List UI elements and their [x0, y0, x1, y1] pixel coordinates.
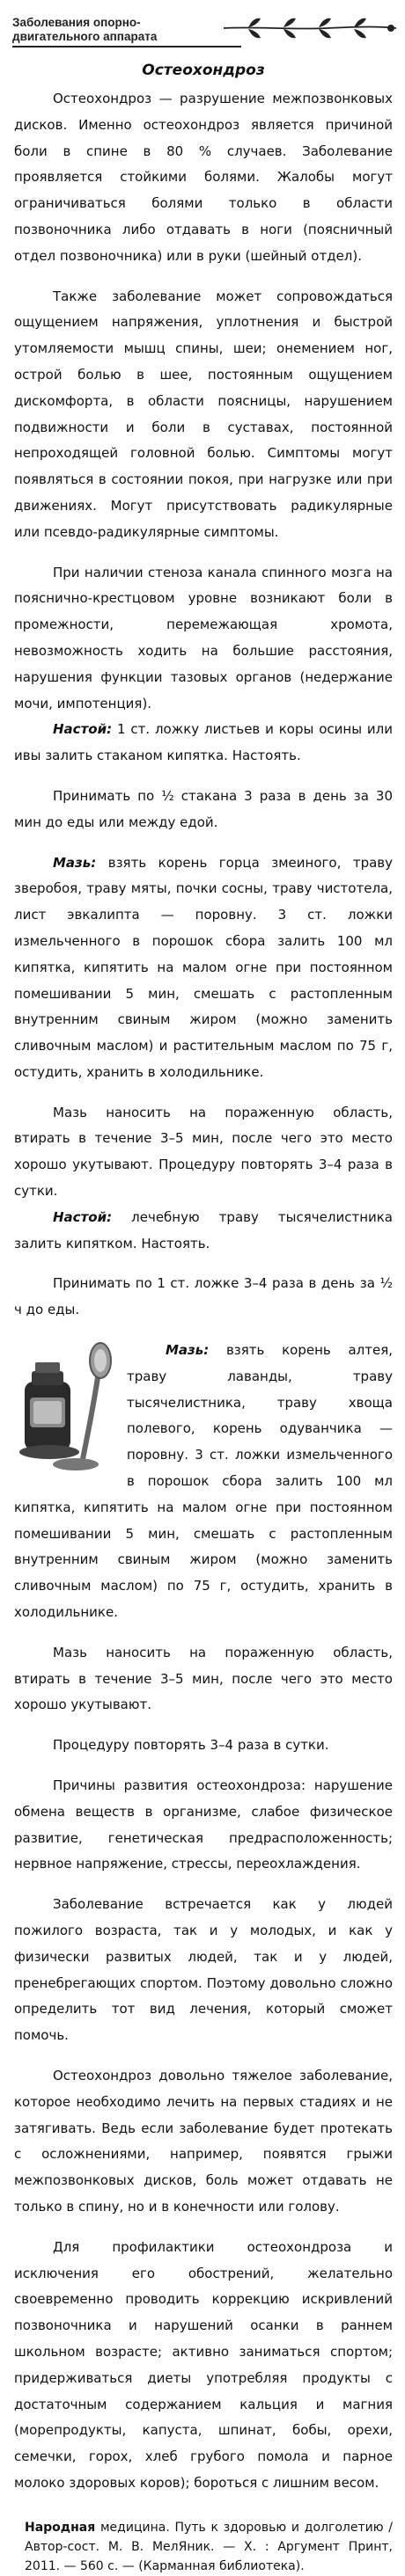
paragraph: [14, 1892, 393, 2049]
page-header: [12, 7, 398, 58]
paragraph: [14, 1205, 393, 1258]
paragraph-text: взять корень алтея, траву лаванды, траву тысячелистника, траву хвоща полевого, корень одуванчика — поровну. 3 ст. ложки измельченного в порошок сбора залить 100 мл кипятка, кипятить на малом огне при постоянном помешивании 5 мин, смешать с растопленным внутренним свиным жиром (можно заменить сливочным маслом) по 75 г, остудить, хранить в холодильнике.: [14, 1342, 393, 1621]
article-body: [14, 86, 393, 2497]
recipe-label: Мазь:: [53, 854, 97, 871]
paragraph: [14, 560, 393, 718]
paragraph: [14, 1773, 393, 1878]
recipe-label: Настой:: [53, 721, 113, 738]
paragraph: [14, 784, 393, 836]
source-citation: [25, 2518, 393, 2576]
recipe-label: Мазь:: [166, 1342, 210, 1359]
paragraph-text: Для профилактики остеохондроза и исключения его обострений, желательно своевременно проводить коррекцию искривлений позвоночника и нарушений осанки в раннем школьном возрасте; активно заниматься спортом; придерживаться диеты употребляя продукты с достаточным содержанием кальция и магния (морепродукты, капуста, шпинат, бобы, орехи, семечки, горох, хлеб грубого помола и парное молоко здоровых коров); бороться с лишним весом.: [14, 2238, 393, 2491]
paragraph-text: Остеохондроз — разрушение межпозвонковых дисков. Именно остеохондроз является причиной боли в спине в 80 % случаев. Заболевание проявляется стойкими болями. Жалобы могут ограничиваться болями только в области позвоночника либо отдавать в ноги (поясничный отдел позвоночника) или в руки (шейный отдел).: [14, 91, 393, 264]
paragraph-text: Заболевание встречается как у людей пожилого возраста, так и у молодых, и как у физически развитых людей, так и у людей, пренебрегающих спортом. Поэтому довольно сложно определить тот вид лечения, который сможет помочь.: [14, 1896, 393, 2044]
paragraph-text: Мазь наносить на пораженную область, втирать в течение 3–5 мин, после чего это место хорошо укутывают. Процедуру повторять 3–4 раза в сутки.: [14, 1104, 393, 1200]
paragraph-text: 1 ст. ложку листьев и коры осины или ивы залить стаканом кипятка. Настоять.: [14, 721, 393, 764]
paragraph: [14, 2235, 393, 2497]
paragraph-text: Остеохондроз довольно тяжелое заболевание, которое необходимо лечить на первых стадиях и не затягивать. Ведь если заболевание будет протекать с осложнениями, например, появятся грыжи межпозвонковых дисков, боль может отдавать не только в спину, но и в конечности или голову.: [14, 2067, 393, 2215]
paragraph-text: взять корень горца змеиного, траву зверобоя, траву мяты, почки сосны, траву чистотела, лист эвкалипта — поровну. 3 ст. ложки измельченного в порошок сбора залить 100 мл кипятка, кипятить на малом огне при постоянном помешивании 5 мин, смешать с растопленным внутренним свиным жиром (можно заменить сливочным маслом) и растительным маслом по 75 г, остудить, хранить в холодильнике.: [14, 854, 393, 1080]
paragraph-text: Принимать по ½ стакана 3 раза в день за 30 мин до еды или между едой.: [14, 787, 393, 830]
header-rule: [12, 46, 241, 47]
paragraph: [14, 1640, 393, 1719]
section-title: Заболевания опорно-двигательного аппарата: [12, 16, 158, 43]
citation-lead: Народная: [25, 2520, 96, 2535]
article-title: Остеохондроз: [142, 62, 265, 79]
paragraph: [14, 2063, 393, 2221]
paragraph: [14, 1271, 393, 1324]
paragraph-text: Принимать по 1 ст. ложке 3–4 раза в день за ½ ч до еды.: [14, 1275, 393, 1318]
paragraph: [14, 284, 393, 546]
paragraph: [14, 1733, 393, 1759]
paragraph-text: Также заболевание может сопровождаться ощущением напряжения, уплотнения и быстрой утомляемости мышц спины, шеи; онемением ног, острой болью в шее, постоянным ощущением дискомфорта, в области поясницы, нарушением подвижности и боли в суставах, постоянной непроходящей головной болью. Симптомы могут появляться в состоянии покоя, при нагрузке или при движениях. Могут присутствовать радикулярные или псевдо-радикулярные симптомы.: [14, 288, 393, 540]
vine-ornament-icon: [222, 9, 398, 44]
paragraph: [14, 1100, 393, 1205]
paragraph: [14, 850, 393, 1086]
recipe-label: Настой:: [53, 1208, 113, 1225]
paragraph: [14, 717, 393, 770]
paragraph: [14, 86, 393, 270]
paragraph-text: Мазь наносить на пораженную область, втирать в течение 3–5 мин, после чего это место хорошо укутывают.: [14, 1644, 393, 1713]
citation-text: медицина. Путь к здоровью и долголетию / Автор-сост. М. В. МелЯник. — Х. : Аргумент Принт, 2011. — 560 с. — (Карманная библиотека).: [25, 2520, 393, 2573]
ointment-jar-with-spoon-icon: [14, 1336, 118, 1477]
paragraph-text: При наличии стеноза канала спинного мозга на пояснично-крестцовом уровне возникают боли в промежности, перемежающая хромота, невозможность ходить на большие расстояния, нарушения функции тазовых органов (недержание мочи, импотенция).: [14, 564, 393, 712]
paragraph-text: Причины развития остеохондроза: нарушение обмена веществ в организме, слабое физическое развитие, генетическая предрасположенность; нервное напряжение, стрессы, переохлаждения.: [14, 1777, 393, 1872]
paragraph-text: Процедуру повторять 3–4 раза в сутки.: [53, 1737, 329, 1754]
paragraph-text: лечебную траву тысячелистника залить кипятком. Настоять.: [14, 1208, 393, 1252]
